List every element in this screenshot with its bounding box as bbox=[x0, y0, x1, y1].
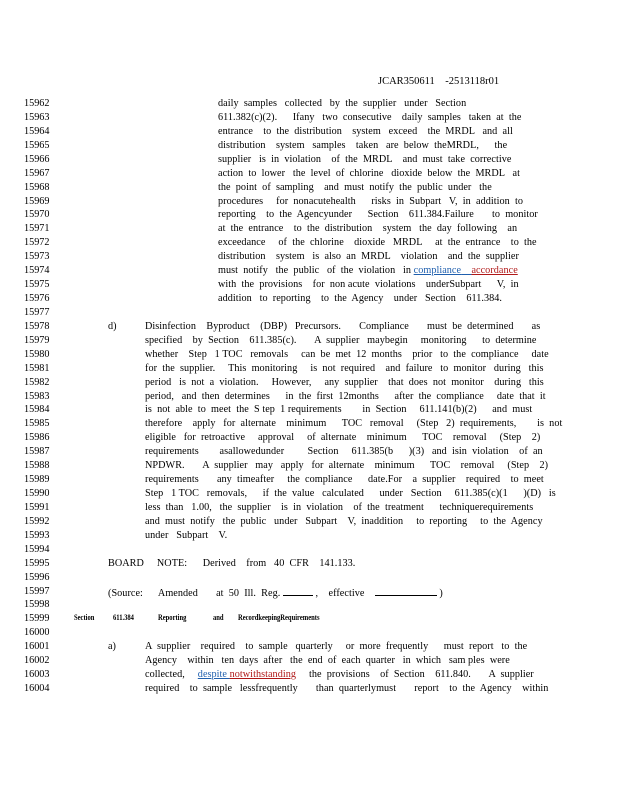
document-line bbox=[0, 251, 618, 264]
line-number: 15971 bbox=[24, 223, 50, 235]
line-number: 15998 bbox=[24, 599, 50, 611]
section-heading: Reporting bbox=[158, 613, 187, 623]
line-number: 16000 bbox=[24, 627, 50, 639]
deleted-text: notwithstanding bbox=[229, 669, 297, 681]
document-line bbox=[0, 572, 618, 585]
line-number: 15986 bbox=[24, 432, 50, 444]
document-line bbox=[0, 223, 618, 236]
line-number: 15966 bbox=[24, 153, 50, 165]
document-line bbox=[0, 432, 618, 445]
line-number: 15976 bbox=[24, 293, 50, 305]
document-line bbox=[0, 655, 618, 668]
line-text: (Source: Amended at 50 Ill. Reg. , effective ) bbox=[108, 587, 443, 599]
line-number: 15972 bbox=[24, 237, 50, 249]
line-text: exceedance of the chlorine dioxide MRDL at the entrance to the bbox=[218, 237, 537, 249]
inserted-text: despite bbox=[197, 669, 230, 681]
line-text: daily samples collected by the supplier under Section bbox=[218, 98, 467, 109]
line-number: 15982 bbox=[24, 376, 50, 388]
line-number: 15996 bbox=[24, 571, 50, 583]
line-text: requirements any timeafter the compliance date.For a supplier required to meet bbox=[145, 474, 544, 486]
fill-in-blank bbox=[283, 586, 313, 596]
line-text: distribution system is also an MRDL violation and the supplier bbox=[218, 251, 519, 263]
line-text: procedures for nonacutehealth risks in Subpart V, in addition to bbox=[218, 195, 524, 207]
line-number: 15975 bbox=[24, 279, 50, 291]
inserted-text bbox=[461, 265, 471, 276]
line-number: 16002 bbox=[24, 655, 50, 667]
line-text: 611.382(c)(2). Ifany two consecutive daily samples taken at the bbox=[218, 111, 522, 123]
document-line bbox=[0, 544, 618, 557]
line-number: 15991 bbox=[24, 501, 50, 513]
line-number: 15997 bbox=[24, 585, 50, 597]
subsection-label: a) bbox=[108, 641, 116, 653]
line-number: 15993 bbox=[24, 529, 50, 541]
line-number: 15999 bbox=[24, 613, 50, 625]
line-text: supplier is in violation of the MRDL and must take corrective bbox=[218, 153, 512, 165]
line-text: distribution system samples taken are below theMRDL, the bbox=[218, 139, 508, 151]
document-header: JCAR350611 -2513118r01 bbox=[378, 76, 500, 87]
document-line bbox=[0, 404, 618, 417]
document-line bbox=[0, 321, 618, 334]
line-number: 15992 bbox=[24, 515, 50, 527]
line-text: reporting to the Agencyunder Section 611.384.Failure to monitor bbox=[218, 209, 538, 221]
line-number: 15979 bbox=[24, 334, 50, 346]
line-number: 15987 bbox=[24, 446, 50, 458]
document-line bbox=[0, 168, 618, 181]
document-line bbox=[0, 446, 618, 459]
document-line bbox=[0, 279, 618, 292]
document-line bbox=[0, 377, 618, 390]
line-text: entrance to the distribution system exceed the MRDL and all bbox=[218, 125, 513, 137]
line-number: 15985 bbox=[24, 418, 50, 430]
section-heading: RecordkeepingRequirements bbox=[238, 613, 320, 623]
line-text: less than 1.00, the supplier is in violation of the treatment techniquerequirements bbox=[145, 501, 534, 513]
line-text: Agency within ten days after the end of each quarter in which sam ples were bbox=[145, 655, 510, 667]
document-line bbox=[0, 265, 618, 278]
line-number: 15978 bbox=[24, 320, 50, 332]
line-number: 15967 bbox=[24, 167, 50, 179]
line-text: collected, despite notwithstanding the provisions of Section 611.840. A supplier bbox=[145, 669, 534, 681]
document-line bbox=[0, 627, 618, 640]
document-line bbox=[0, 613, 618, 626]
line-text: required to sample lessfrequently than quarterlymust report to the Agency within bbox=[145, 683, 549, 695]
line-text: whether Step 1 TOC removals can be met 12 months prior to the compliance date bbox=[145, 348, 549, 360]
line-text: with the provisions for non acute violations underSubpart V, in bbox=[218, 279, 519, 291]
line-text: NPDWR. A supplier may apply for alternate minimum TOC removal (Step 2) bbox=[145, 460, 549, 472]
document-line bbox=[0, 474, 618, 487]
document-line bbox=[0, 126, 618, 139]
line-number: 15980 bbox=[24, 348, 50, 360]
line-text: at the entrance to the distribution system the day following an bbox=[218, 223, 518, 235]
document-line bbox=[0, 558, 618, 571]
fill-in-blank bbox=[375, 586, 437, 596]
document-line bbox=[0, 335, 618, 348]
line-text: eligible for retroactive approval of alternate minimum TOC removal (Step 2) bbox=[145, 432, 541, 444]
document-line bbox=[0, 516, 618, 529]
document-line bbox=[0, 196, 618, 209]
line-text: action to lower the level of chlorine dioxide below the MRDL at bbox=[218, 167, 520, 179]
line-text: BOARD NOTE: Derived from 40 CFR 141.133. bbox=[108, 557, 356, 569]
line-number: 15984 bbox=[24, 404, 50, 416]
section-heading: Section bbox=[74, 613, 95, 623]
document-line bbox=[0, 182, 618, 195]
document-line bbox=[0, 530, 618, 543]
line-number: 15974 bbox=[24, 265, 50, 277]
line-number: 15988 bbox=[24, 460, 50, 472]
line-number: 16004 bbox=[24, 683, 50, 695]
document-line bbox=[0, 391, 618, 404]
document-line bbox=[0, 307, 618, 320]
line-text: A supplier required to sample quarterly or more frequently must report to the bbox=[145, 641, 528, 653]
line-text: is not able to meet the S tep 1 requirements in Section 611.141(b)(2) and must bbox=[145, 404, 533, 416]
line-number: 16003 bbox=[24, 669, 50, 681]
line-text: and must notify the public under Subpart V, inaddition to reporting to the Agency bbox=[145, 515, 543, 527]
line-number: 15994 bbox=[24, 543, 50, 555]
line-text: specified by Section 611.385(c). A supplier maybegin monitoring to determine bbox=[145, 334, 537, 346]
line-number: 15970 bbox=[24, 209, 50, 221]
deleted-text: accordance bbox=[471, 265, 518, 277]
document-line bbox=[0, 502, 618, 515]
line-text: period, and then determines in the first 12months after the compliance date that it bbox=[145, 390, 546, 402]
document-line bbox=[0, 349, 618, 362]
line-text: therefore apply for alternate minimum TOC removal (Step 2) requirements, is not bbox=[145, 418, 563, 430]
line-number: 15977 bbox=[24, 306, 50, 318]
document-line bbox=[0, 641, 618, 654]
subsection-label: d) bbox=[108, 320, 117, 332]
document-line bbox=[0, 669, 618, 682]
document-line bbox=[0, 460, 618, 473]
line-number: 15989 bbox=[24, 474, 50, 486]
line-number: 15995 bbox=[24, 557, 50, 569]
document-line bbox=[0, 586, 618, 599]
section-heading: 611.384 bbox=[113, 613, 134, 623]
document-line bbox=[0, 209, 618, 222]
line-text: Step 1 TOC removals, if the value calculated under Section 611.385(c)(1 )(D) is bbox=[145, 488, 556, 500]
line-text: under Subpart V. bbox=[145, 529, 228, 541]
line-number: 15981 bbox=[24, 362, 50, 374]
document-line bbox=[0, 683, 618, 696]
line-text: for the supplier. This monitoring is not required and failure to monitor during this bbox=[145, 362, 544, 374]
document-line bbox=[0, 112, 618, 125]
document-line bbox=[0, 599, 618, 612]
line-text: period is not a violation. However, any supplier that does not monitor during this bbox=[145, 376, 544, 388]
section-heading: and bbox=[213, 613, 224, 623]
line-number: 15963 bbox=[24, 111, 50, 123]
inserted-text: compliance bbox=[413, 265, 462, 277]
line-number: 16001 bbox=[24, 641, 50, 653]
document-line bbox=[0, 140, 618, 153]
line-number: 15990 bbox=[24, 488, 50, 500]
line-text: must notify the public of the violation in compliance accordance bbox=[218, 265, 518, 277]
line-number: 15983 bbox=[24, 390, 50, 402]
document-line bbox=[0, 293, 618, 306]
document-line bbox=[0, 154, 618, 167]
line-number: 15969 bbox=[24, 195, 50, 207]
document-line bbox=[0, 418, 618, 431]
line-text: requirements asallowedunder Section 611.385(b )(3) and isin violation of an bbox=[145, 446, 543, 458]
document-line bbox=[0, 488, 618, 501]
document-line bbox=[0, 363, 618, 376]
line-text: addition to reporting to the Agency under Section 611.384. bbox=[218, 293, 502, 305]
line-text: Disinfection Byproduct (DBP) Precursors. Compliance must be determined as bbox=[145, 320, 541, 332]
line-number: 15973 bbox=[24, 251, 50, 263]
line-number: 15968 bbox=[24, 181, 50, 193]
document-line bbox=[0, 98, 618, 111]
line-number: 15964 bbox=[24, 125, 50, 137]
line-number: 15965 bbox=[24, 139, 50, 151]
line-number: 15962 bbox=[24, 98, 50, 109]
line-text: the point of sampling and must notify the public under the bbox=[218, 181, 492, 193]
document-line bbox=[0, 237, 618, 250]
